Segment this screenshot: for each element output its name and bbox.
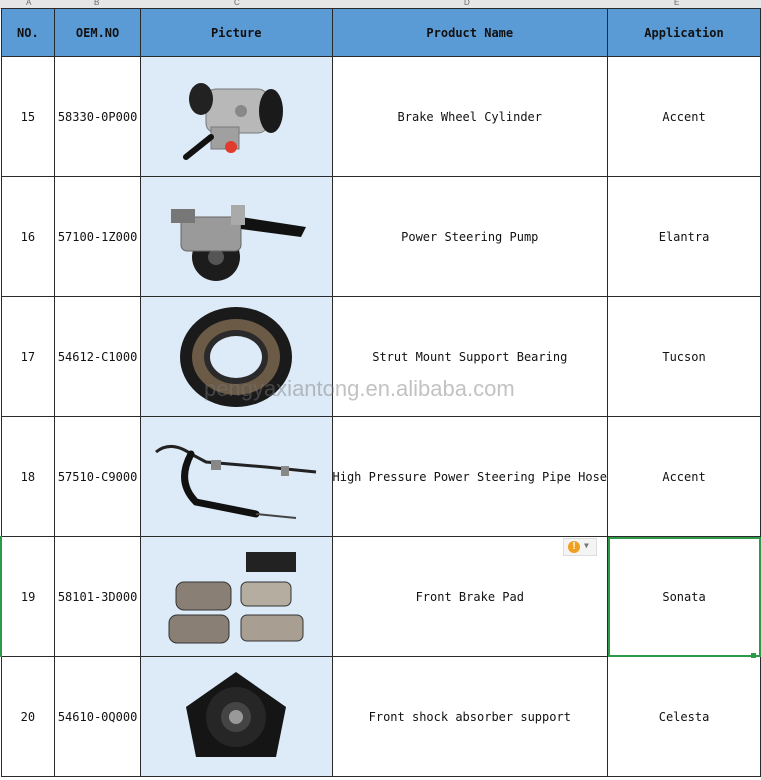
front-brake-pad-image xyxy=(161,547,311,647)
column-letter-c[interactable]: C xyxy=(234,0,240,7)
cell-oem[interactable]: 57510-C9000 xyxy=(55,417,141,537)
cell-oem[interactable]: 54610-0Q000 xyxy=(55,657,141,777)
table-row xyxy=(1,177,761,297)
warning-icon: ! xyxy=(568,541,580,553)
shock-absorber-support-image xyxy=(181,662,291,772)
header-product-name[interactable]: Product Name xyxy=(332,9,608,57)
cell-no[interactable]: 15 xyxy=(1,57,55,177)
cell-picture[interactable] xyxy=(140,177,332,297)
fill-handle[interactable] xyxy=(751,653,756,658)
cell-oem[interactable]: 57100-1Z000 xyxy=(55,177,141,297)
brake-wheel-cylinder-image xyxy=(171,67,301,167)
table-row xyxy=(1,657,761,777)
cell-oem[interactable]: 58330-0P000 xyxy=(55,57,141,177)
watermark-text: pengyaxiantong.en.alibaba.com xyxy=(204,376,515,401)
header-no[interactable]: NO. xyxy=(1,9,55,57)
cell-application[interactable]: Celesta xyxy=(608,657,761,777)
column-letter-e[interactable]: E xyxy=(674,0,680,7)
power-steering-hose-image xyxy=(146,432,326,522)
power-steering-pump-image xyxy=(161,187,311,287)
cell-picture[interactable] xyxy=(140,537,332,657)
cell-application[interactable]: Elantra xyxy=(608,177,761,297)
column-letter-b[interactable]: B xyxy=(94,0,100,7)
cell-no[interactable]: 18 xyxy=(1,417,55,537)
cell-product-name[interactable]: Strut Mount Support Bearing xyxy=(332,297,608,417)
header-application[interactable]: Application xyxy=(608,9,761,57)
header-row xyxy=(1,9,761,57)
table-row xyxy=(1,57,761,177)
cell-no[interactable]: 19 xyxy=(1,537,55,657)
cell-no[interactable]: 20 xyxy=(1,657,55,777)
cell-product-name[interactable]: Power Steering Pump xyxy=(332,177,608,297)
chevron-down-icon: ▼ xyxy=(584,541,589,550)
cell-application[interactable]: Accent xyxy=(608,57,761,177)
cell-application[interactable]: Accent xyxy=(608,417,761,537)
cell-application-selected[interactable]: Sonata xyxy=(608,537,761,657)
cell-picture[interactable] xyxy=(140,57,332,177)
error-check-button[interactable] xyxy=(563,538,597,556)
cell-product-name[interactable]: Front Brake Pad xyxy=(332,537,608,657)
table-row xyxy=(1,417,761,537)
cell-oem[interactable]: 54612-C1000 xyxy=(55,297,141,417)
cell-application[interactable]: Tucson xyxy=(608,297,761,417)
column-letter-a[interactable]: A xyxy=(26,0,32,7)
cell-product-name[interactable]: High Pressure Power Steering Pipe Hose xyxy=(332,417,608,537)
cell-no[interactable]: 17 xyxy=(1,297,55,417)
header-oem[interactable]: OEM.NO xyxy=(55,9,141,57)
cell-no[interactable]: 16 xyxy=(1,177,55,297)
header-picture[interactable]: Picture xyxy=(140,9,332,57)
cell-oem[interactable]: 58101-3D000 xyxy=(55,537,141,657)
cell-picture[interactable] xyxy=(140,657,332,777)
cell-picture[interactable] xyxy=(140,417,332,537)
cell-product-name[interactable]: Front shock absorber support xyxy=(332,657,608,777)
column-letter-d[interactable]: D xyxy=(464,0,470,7)
table-row xyxy=(1,537,761,657)
cell-product-name[interactable]: Brake Wheel Cylinder xyxy=(332,57,608,177)
